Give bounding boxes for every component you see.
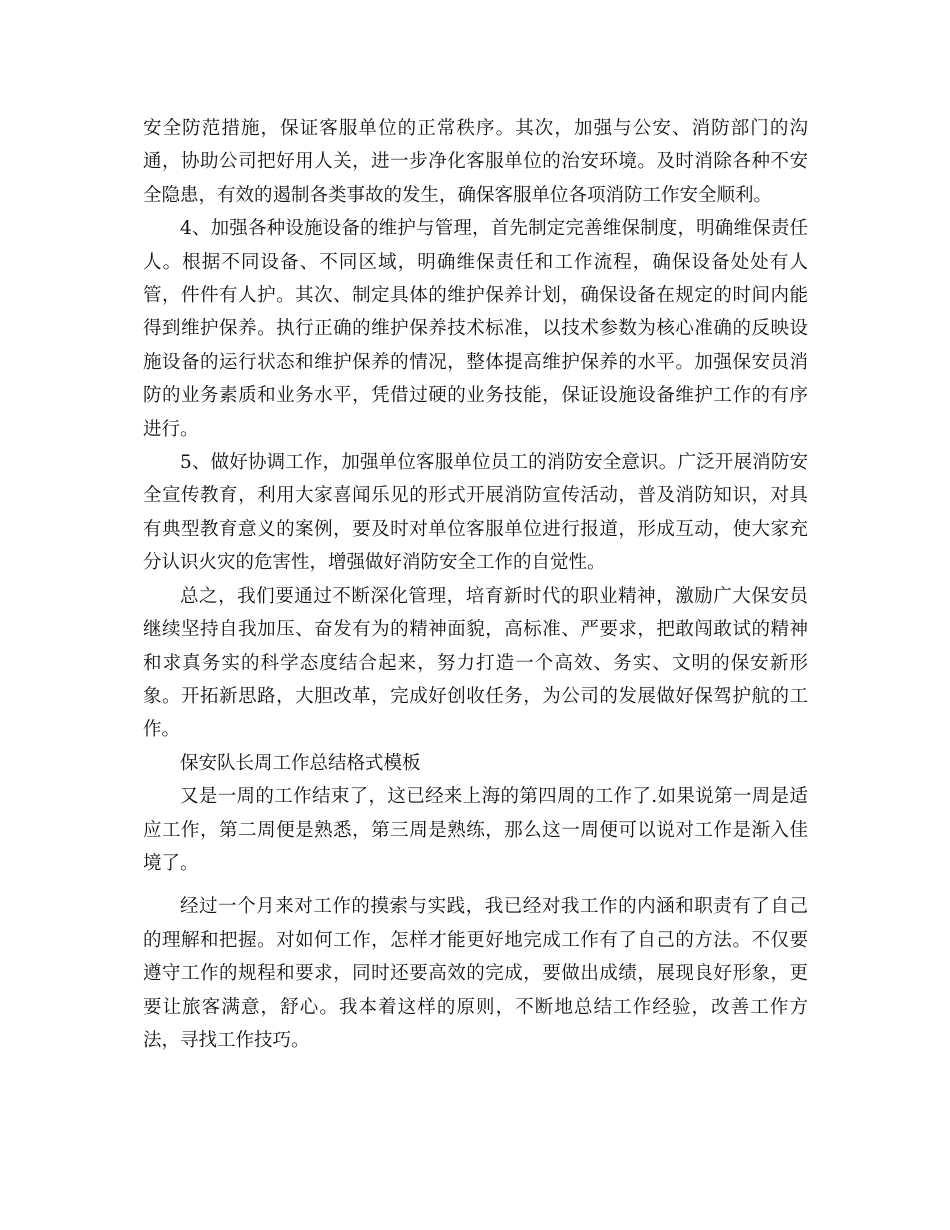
- section-title: 保安队长周工作总结格式模板: [180, 752, 421, 774]
- document-body: [143, 112, 808, 1057]
- paragraph-month-review: 经过一个月来对工作的摸索与实践，我已经对我工作的内涵和职责有了自己的理解和把握。对如何工作，怎样才能更好地完成工作有了自己的方法。不仅要遵守工作的规程和要求，同时还要高效的完成，要做出成绩，展现良好形象，更要让旅客满意，舒心。我本着这样的原则，不断地总结工作经验，改善工作方法，寻找工作技巧。: [143, 896, 808, 1051]
- paragraph-item-5: 5、做好协调工作，加强单位客服单位员工的消防安全意识。广泛开展消防安全宣传教育，利用大家喜闻乐见的形式开展消防宣传活动，普及消防知识，对具有典型教育意义的案例，要及时对单位客服单位进行报道，形成互动，使大家充分认识火灾的危害性，增强做好消防安全工作的自觉性。: [143, 452, 808, 574]
- paragraph-week-intro: 又是一周的工作结束了，这已经来上海的第四周的工作了.如果说第一周是适应工作，第二周便是熟悉，第三周是熟练，那么这一周便可以说对工作是渐入佳境了。: [143, 786, 808, 874]
- paragraph-continued: 安全防范措施，保证客服单位的正常秩序。其次，加强与公安、消防部门的沟通，协助公司把好用人关，进一步净化客服单位的治安环境。及时消除各种不安全隐患，有效的遏制各类事故的发生，确保客服单位各项消防工作安全顺利。: [143, 118, 808, 206]
- paragraph-item-4: 4、加强各种设施设备的维护与管理，首先制定完善维保制度，明确维保责任人。根据不同设备、不同区域，明确维保责任和工作流程，确保设备处处有人管，件件有人护。其次、制定具体的维护保养计划，确保设备在规定的时间内能得到维护保养。执行正确的维护保养技术标准，以技术参数为核心准确的反映设施设备的运行状态和维护保养的情况，整体提高维护保养的水平。加强保安员消防的业务素质和业务水平，凭借过硬的业务技能，保证设施设备维护工作的有序进行。: [143, 218, 808, 440]
- paragraph-summary: 总之，我们要通过不断深化管理，培育新时代的职业精神，激励广大保安员继续坚持自我加压、奋发有为的精神面貌，高标准、严要求，把敢闯敢试的精神和求真务实的科学态度结合起来，努力打造一个高效、务实、文明的保安新形象。开拓新思路，大胆改革，完成好创收任务，为公司的发展做好保驾护航的工作。: [143, 585, 808, 741]
